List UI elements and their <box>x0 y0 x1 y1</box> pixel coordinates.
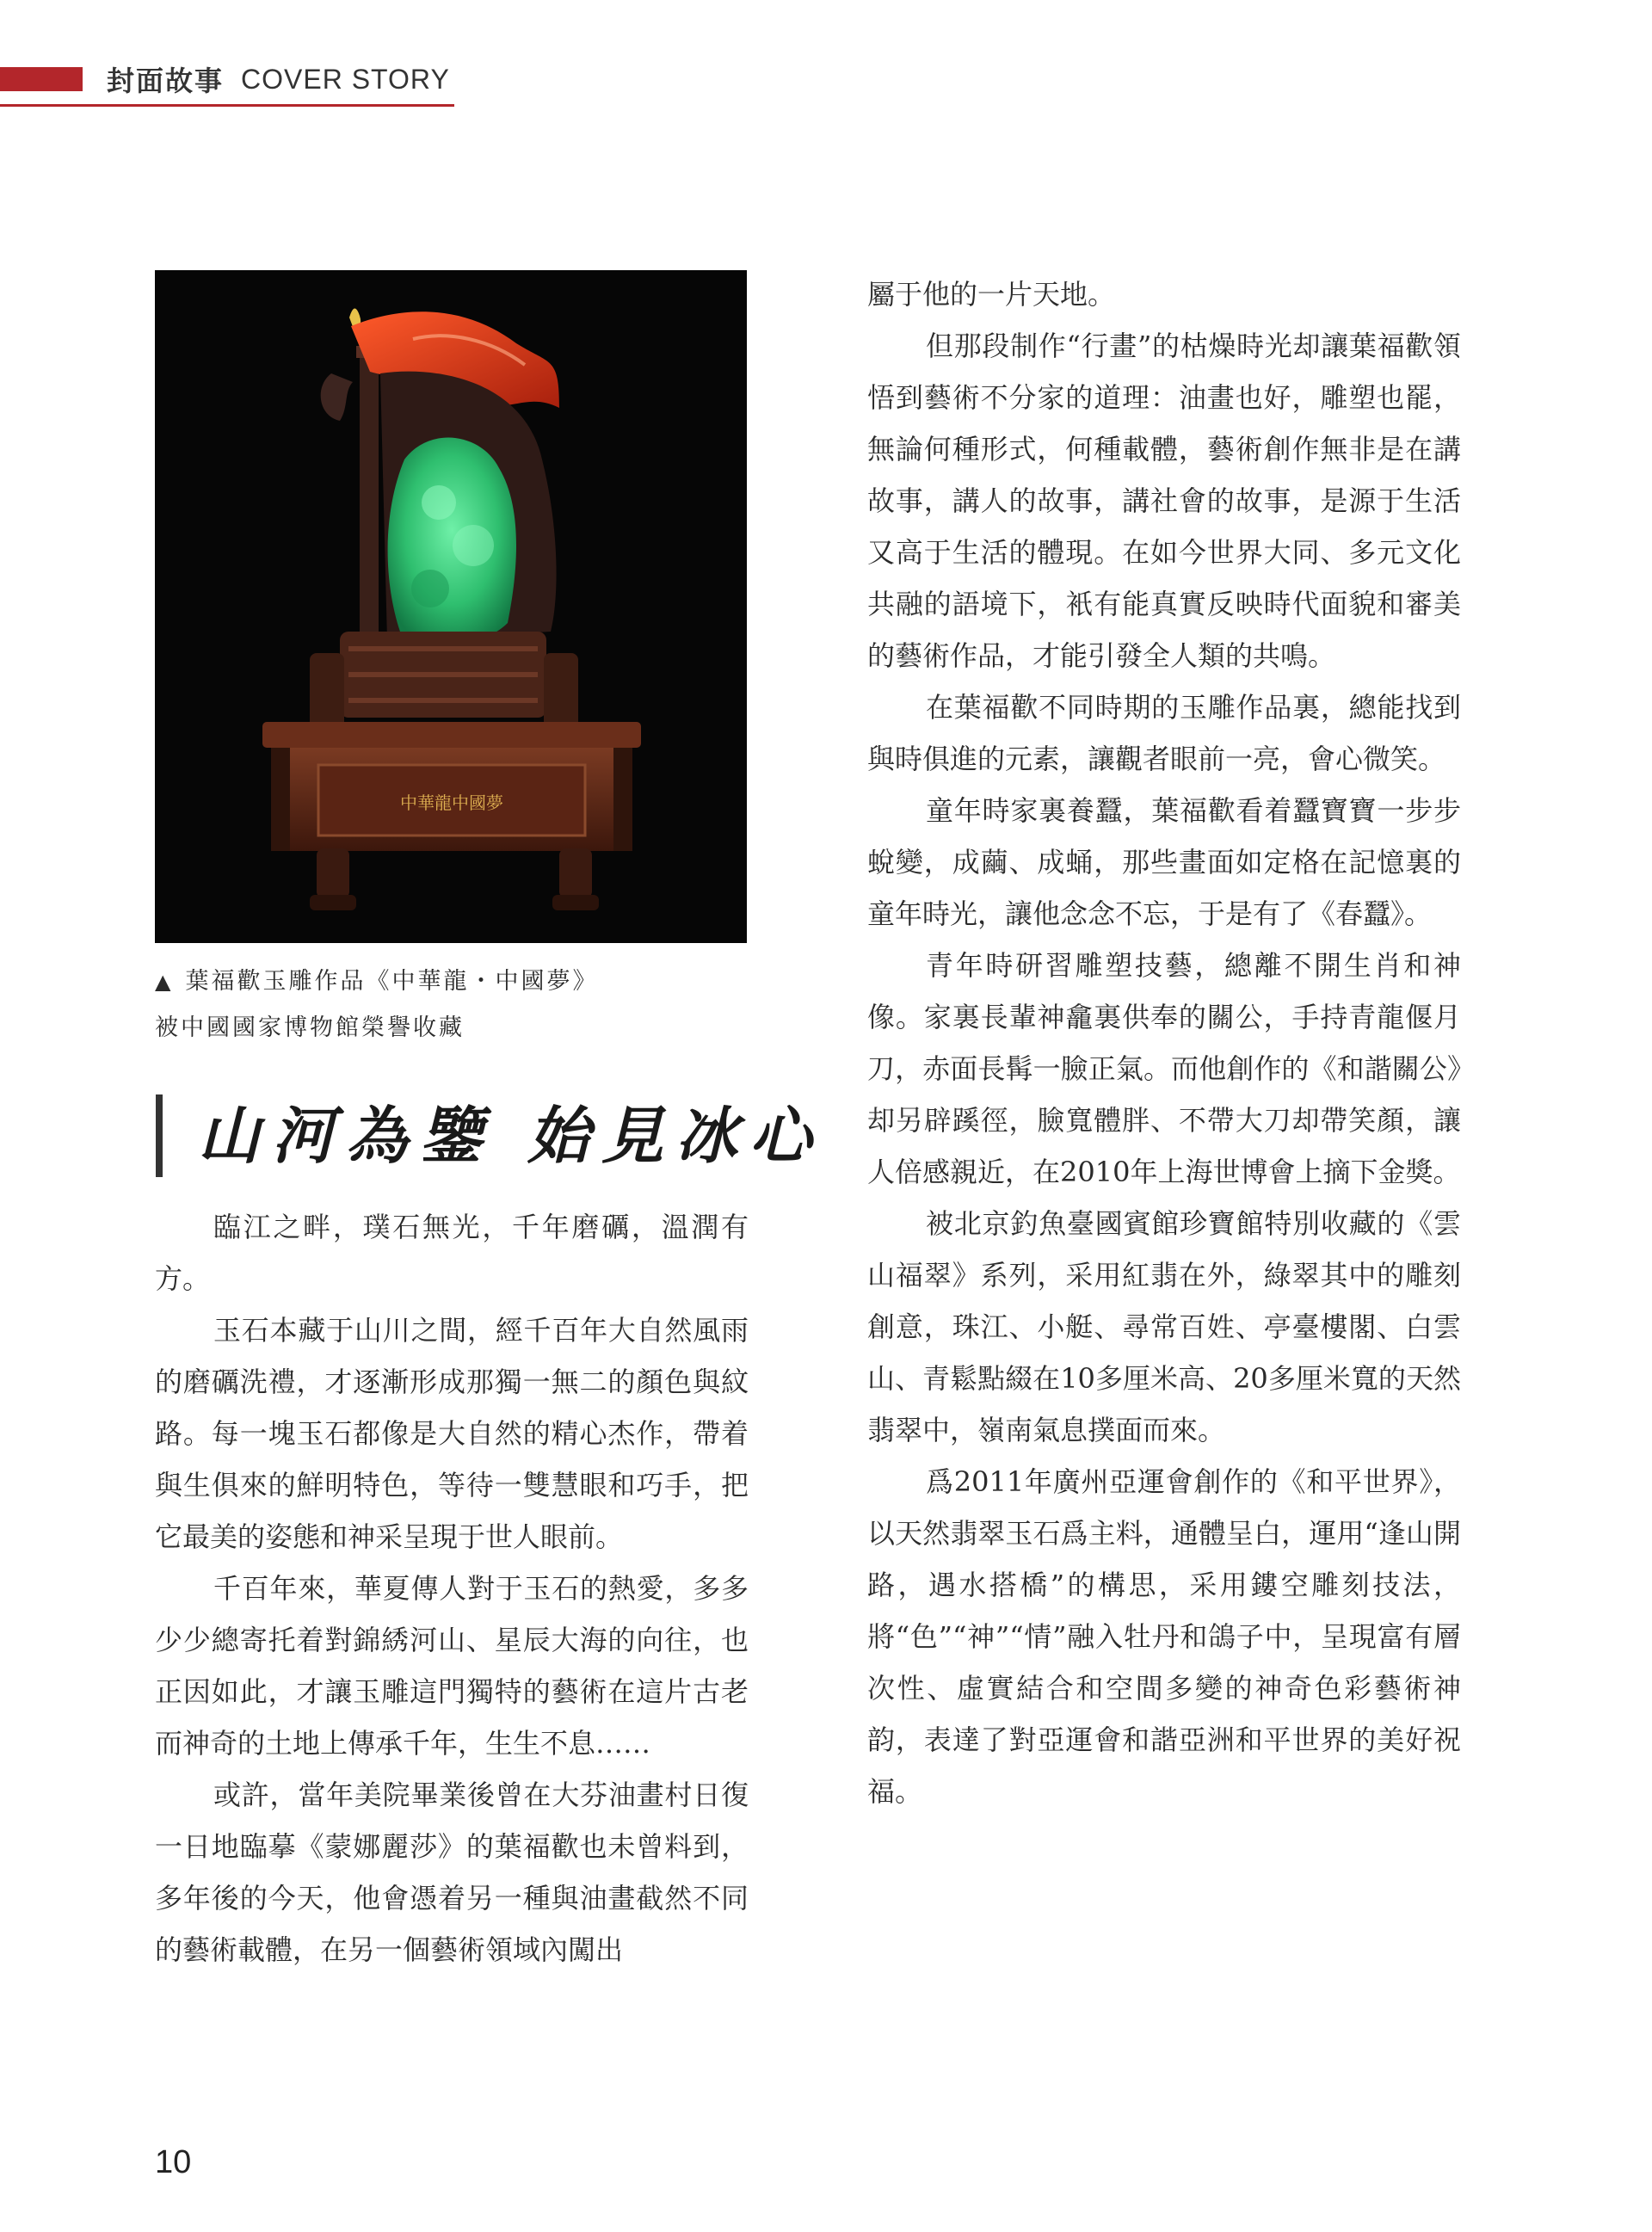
paragraph: 童年時家裏養蠶，葉福歡看着蠶寶寶一步步蛻變，成繭、成蛹，那些畫面如定格在記憶裏的童年時光，讓他念念不忘，于是有了《春蠶》。 <box>867 794 1461 930</box>
jade-carving-illustration <box>155 270 747 943</box>
caption-line-2: 被中國國家博物館榮譽收藏 <box>155 1014 465 1041</box>
right-text-column <box>867 268 1461 1817</box>
header-accent-bar <box>0 67 83 91</box>
paragraph: 在葉福歡不同時期的玉雕作品裏，總能找到與時俱進的元素，讓觀者眼前一亮，會心微笑。 <box>867 691 1461 775</box>
header-en-label: COVER STORY <box>241 63 450 95</box>
page-number: 10 <box>155 2144 192 2180</box>
paragraph: 千百年來，華夏傳人對于玉石的熱愛，多多少少總寄托着對錦綉河山、星辰大海的向往，也正因如此，才讓玉雕這門獨特的藝術在這片古老而神奇的土地上傳承千年，生生不息…… <box>155 1572 749 1760</box>
header-cn-label: 封面故事 <box>107 65 225 97</box>
section-header <box>107 62 450 96</box>
section-title: 山河為鑒 始見冰心 <box>198 1099 824 1172</box>
triangle-marker-icon: ▲ <box>155 970 174 994</box>
paragraph: 玉石本藏于山川之間，經千百年大自然風雨的磨礪洗禮，才逐漸形成那獨一無二的顏色與紋路。每一塊玉石都像是大自然的精心杰作，帶着與生俱來的鮮明特色，等待一雙慧眼和巧手，把它最美的姿態和神采呈現于世人眼前。 <box>155 1314 749 1553</box>
jade-carving-photo <box>155 270 747 943</box>
section-title-bar <box>156 1094 163 1177</box>
paragraph: 被北京釣魚臺國賓館珍寶館特別收藏的《雲山福翠》系列，采用紅翡在外，綠翠其中的雕刻創意，珠江、小艇、尋常百姓、亭臺樓閣、白雲山、青鬆點綴在10多厘米高、20多厘米寬的天然翡翠中，嶺南氣息撲面而來。 <box>867 1207 1461 1446</box>
photo-caption <box>155 959 774 1051</box>
header-underline <box>0 104 454 107</box>
paragraph: 青年時研習雕塑技藝，總離不開生肖和神像。家裏長輩神龕裏供奉的關公，手持青龍偃月刀，赤面長髯一臉正氣。而他創作的《和諧關公》却另辟蹊徑，臉寬體胖、不帶大刀却帶笑顏，讓人倍感親近，在2010年上海世博會上摘下金獎。 <box>867 949 1461 1188</box>
paragraph: 臨江之畔，璞石無光，千年磨礪，溫潤有方。 <box>155 1211 749 1295</box>
left-text-column <box>155 1201 749 1976</box>
plaque-inscription: 中華龍中國夢 <box>400 792 503 813</box>
paragraph: 但那段制作“行畫”的枯燥時光却讓葉福歡領悟到藝術不分家的道理：油畫也好，雕塑也罷，無論何種形式，何種載體，藝術創作無非是在講故事，講人的故事，講社會的故事，是源于生活又高于生活的體現。在如今世界大同、多元文化共融的語境下，衹有能真實反映時代面貌和審美的藝術作品，才能引發全人類的共鳴。 <box>867 330 1461 672</box>
caption-line-1 <box>155 959 774 1005</box>
caption-text-1: 葉福歡玉雕作品《中華龍・中國夢》 <box>185 968 599 995</box>
paragraph: 或許，當年美院畢業後曾在大芬油畫村日復一日地臨摹《蒙娜麗莎》的葉福歡也未曾料到，多年後的今天，他會憑着另一種與油畫截然不同的藝術載體，在另一個藝術領域內闖出 <box>155 1779 749 1966</box>
paragraph: 爲2011年廣州亞運會創作的《和平世界》，以天然翡翠玉石爲主料，通體呈白，運用“逢山開路，遇水搭橋”的構思，采用鏤空雕刻技法，將“色”“神”“情”融入牡丹和鴿子中，呈現富有層次性、虛實結合和空間多變的神奇色彩藝術神韵，表達了對亞運會和諧亞洲和平世界的美好祝福。 <box>867 1465 1461 1808</box>
paragraph-continued: 屬于他的一片天地。 <box>867 278 1116 311</box>
